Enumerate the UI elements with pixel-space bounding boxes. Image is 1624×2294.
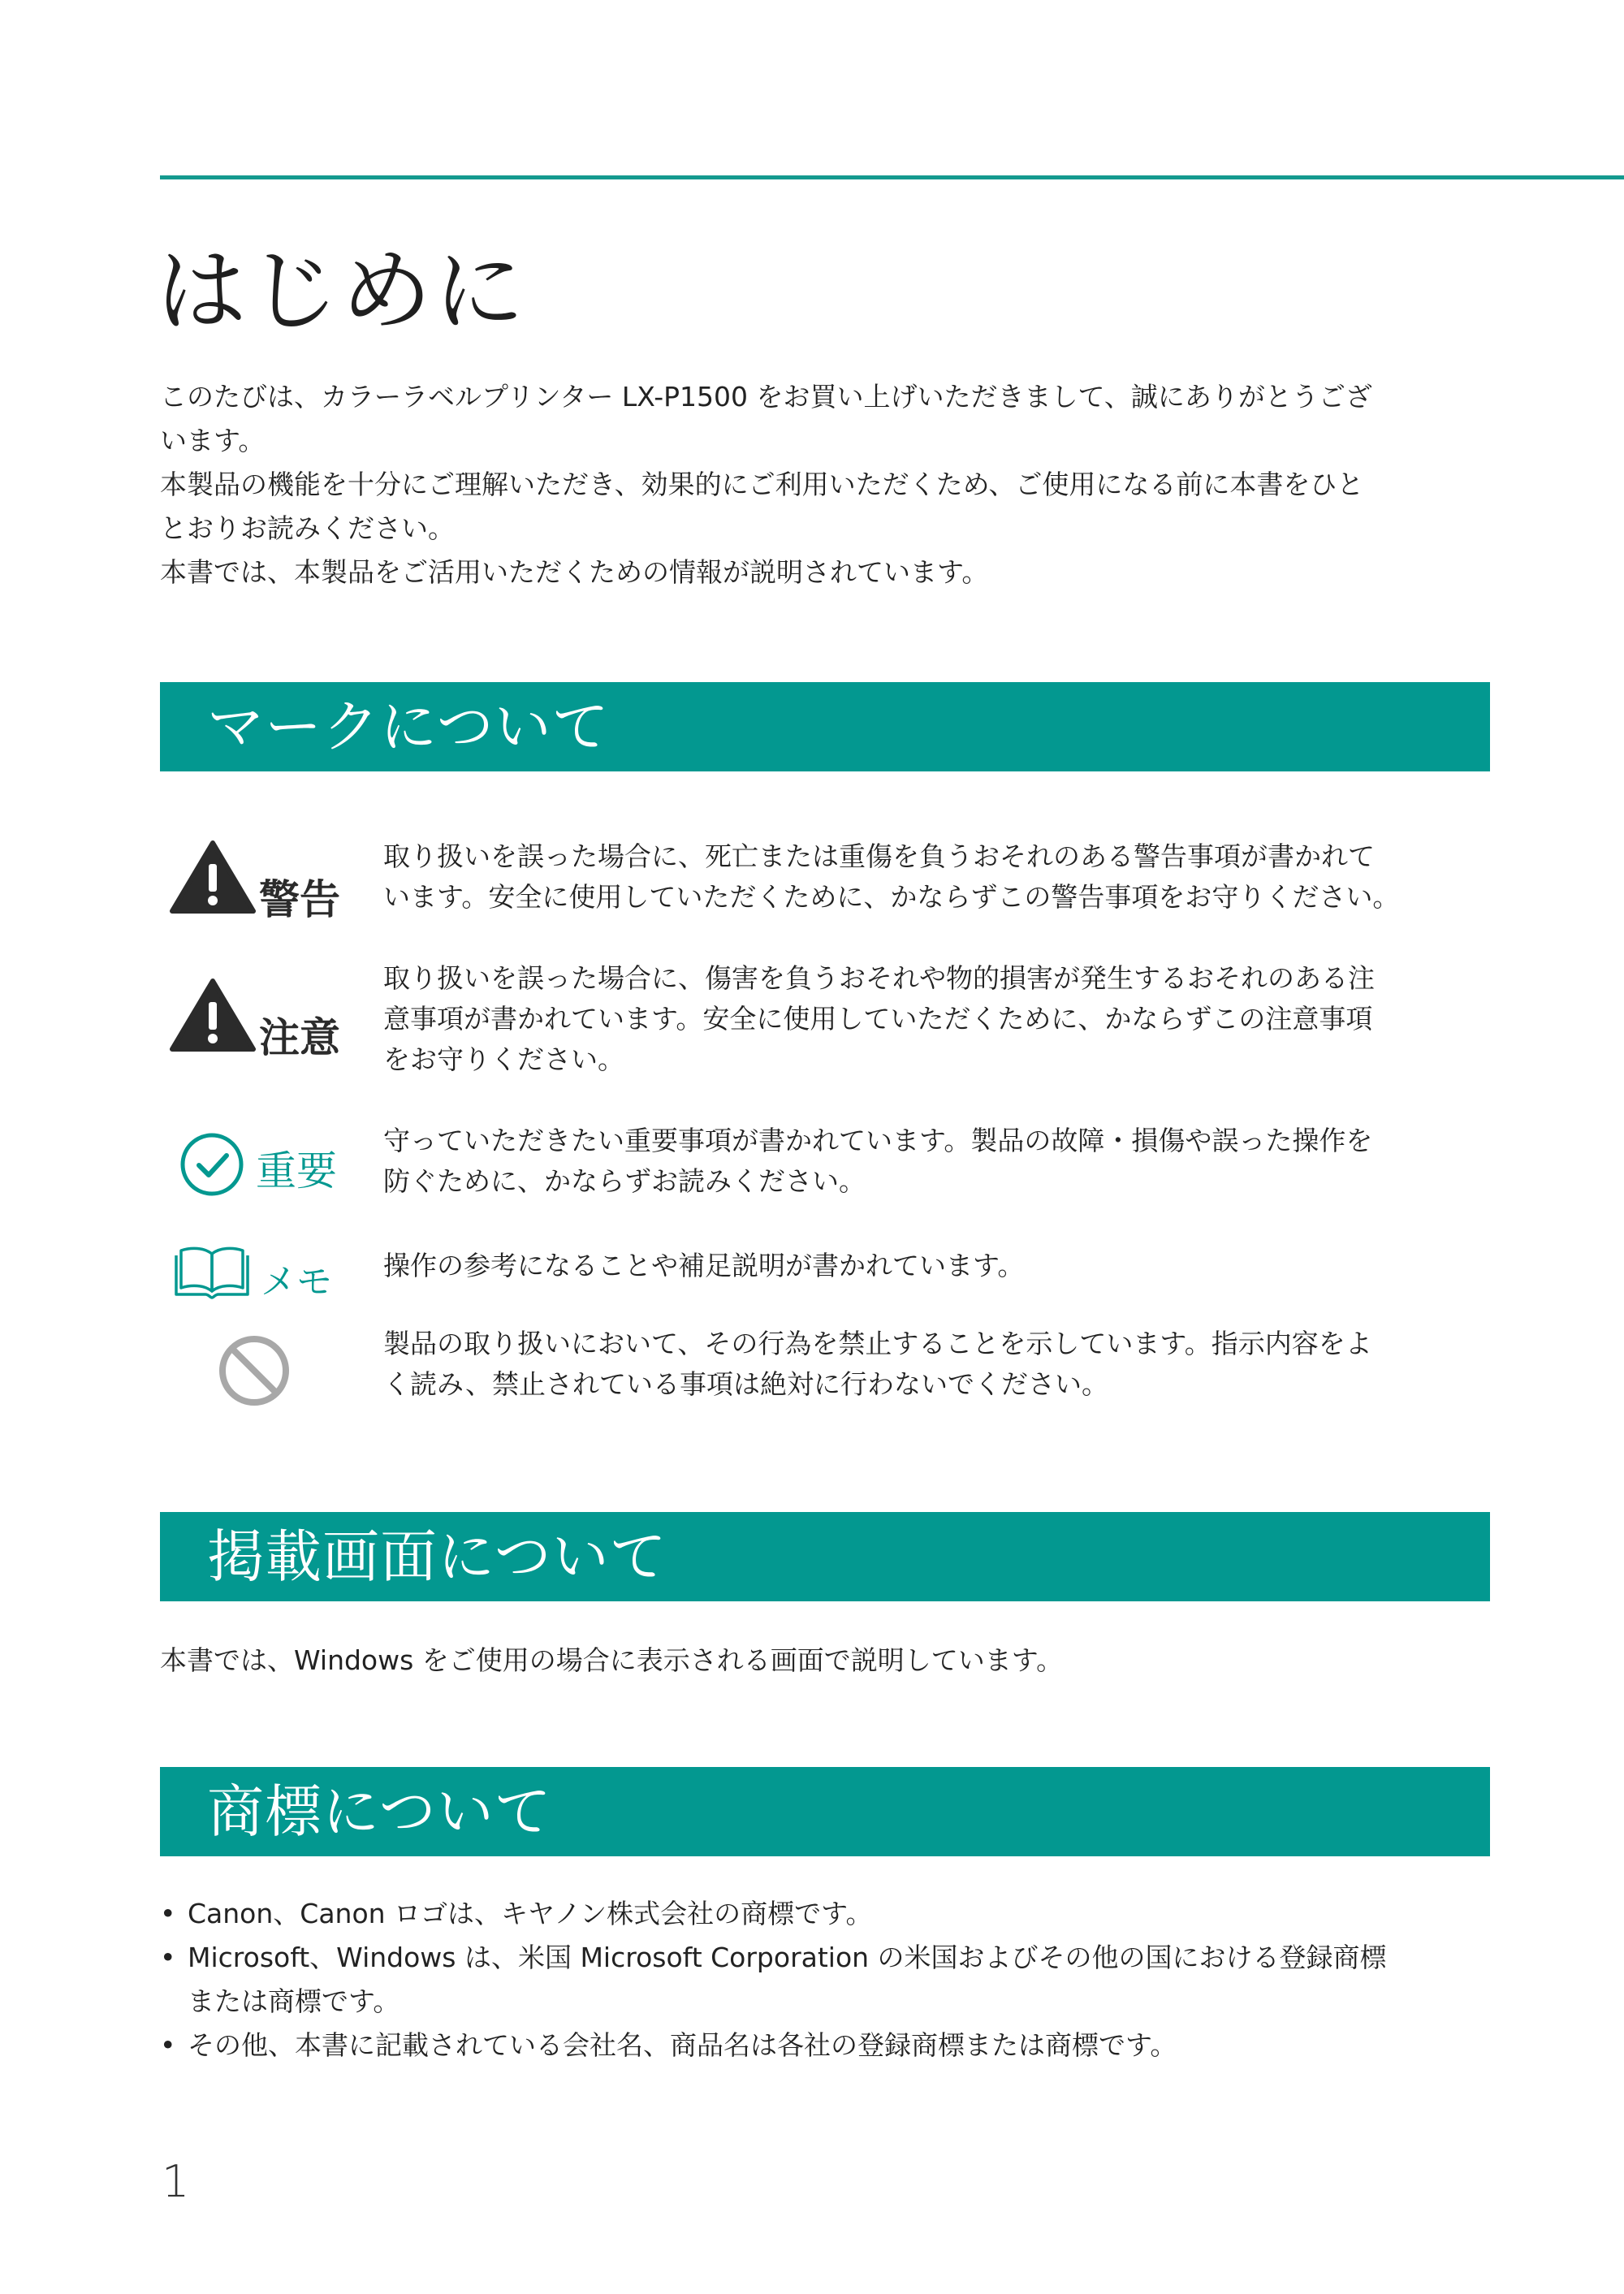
intro-line: 本書では、本製品をご活用いただくための情報が説明されています。 [160,556,989,588]
marks-section-header [160,682,1490,771]
mark-label-caution: 注意 [259,1014,340,1061]
intro-line: このたびは、カラーラベルプリンター LX-P1500 をお買い上げいただきまして、誠にありがとうござ [160,381,1372,413]
trademark-item [160,1936,1492,2024]
trademarks-section-title: 商標について [207,1778,552,1845]
bullet-icon: • [160,2029,176,2061]
open-book-icon [173,1242,251,1301]
mark-text-line: く読み、禁止されている事項は絶対に行わないでください。 [383,1368,1108,1400]
trademark-item [160,2024,1492,2067]
mark-description [383,1324,1488,1405]
mark-label-important: 重要 [256,1147,337,1195]
page-title: はじめに [156,239,526,344]
mark-text-line: 取り扱いを誤った場合に、死亡または重傷を負うおそれのある警告事項が書かれて [383,840,1375,872]
page-number: 1 [162,2156,190,2207]
caution-triangle-icon [170,978,256,1052]
screens-section-title: 掲載画面について [207,1523,667,1590]
mark-description [383,1121,1488,1202]
mark-text-line: 製品の取り扱いにおいて、その行為を禁止することを示しています。指示内容をよ [383,1328,1372,1359]
mark-label-warning: 警告 [259,876,340,923]
mark-text-line: をお守りください。 [383,1043,624,1075]
intro-line: とおりお読みください。 [160,512,455,544]
trademark-list [160,1892,1492,2067]
screens-section-text: 本書では、Windows をご使用の場合に表示される画面で説明しています。 [160,1644,1064,1676]
mark-text-line: 意事項が書かれています。安全に使用していただくために、かならずこの注意事項 [383,1003,1373,1035]
trademark-text: Microsoft、Windows は、米国 Microsoft Corporation の米国およびその他の国における登録商標 [188,1942,1387,1973]
prohibited-icon [217,1333,292,1408]
trademark-item [160,1892,1492,1936]
bullet-icon: • [160,1898,176,1929]
check-circle-icon [178,1130,246,1199]
mark-description [383,958,1488,1080]
mark-text-line: 操作の参考になることや補足説明が書かれています。 [383,1250,1025,1281]
marks-section-title: マークについて [207,693,610,760]
mark-prohibited [160,1324,1492,1413]
mark-caution [160,958,1492,1088]
mark-text-line: います。安全に使用していただくために、かならずこの警告事項をお守りください。 [383,881,1400,913]
mark-text-line: 取り扱いを誤った場合に、傷害を負うおそれや物的損害が発生するおそれのある注 [383,962,1375,994]
trademark-text: その他、本書に記載されている会社名、商品名は各社の登録商標または商標です。 [188,2029,1177,2061]
intro-line: 本製品の機能を十分にご理解いただき、効果的にご利用いただくため、ご使用になる前に本書をひと [160,469,1364,500]
trademarks-section-header [160,1767,1490,1856]
bullet-icon: • [160,1942,176,1973]
top-rule [160,175,1624,179]
intro-line: います。 [160,425,266,456]
trademark-text: Canon、Canon ロゴは、キヤノン株式会社の商標です。 [188,1898,873,1929]
mark-memo [160,1242,1492,1307]
mark-description [383,1246,1488,1286]
mark-text-line: 防ぐために、かならずお読みください。 [383,1165,866,1197]
trademark-text: または商標です。 [188,1985,400,2017]
mark-description [383,836,1488,918]
mark-label-memo: メモ [261,1261,332,1303]
mark-warning [160,836,1492,926]
mark-text-line: 守っていただきたい重要事項が書かれています。製品の故障・損傷や誤った操作を [383,1125,1373,1156]
screens-section-header [160,1512,1490,1601]
mark-important [160,1121,1492,1210]
warning-triangle-icon [170,840,256,914]
intro-paragraph [160,375,1492,594]
